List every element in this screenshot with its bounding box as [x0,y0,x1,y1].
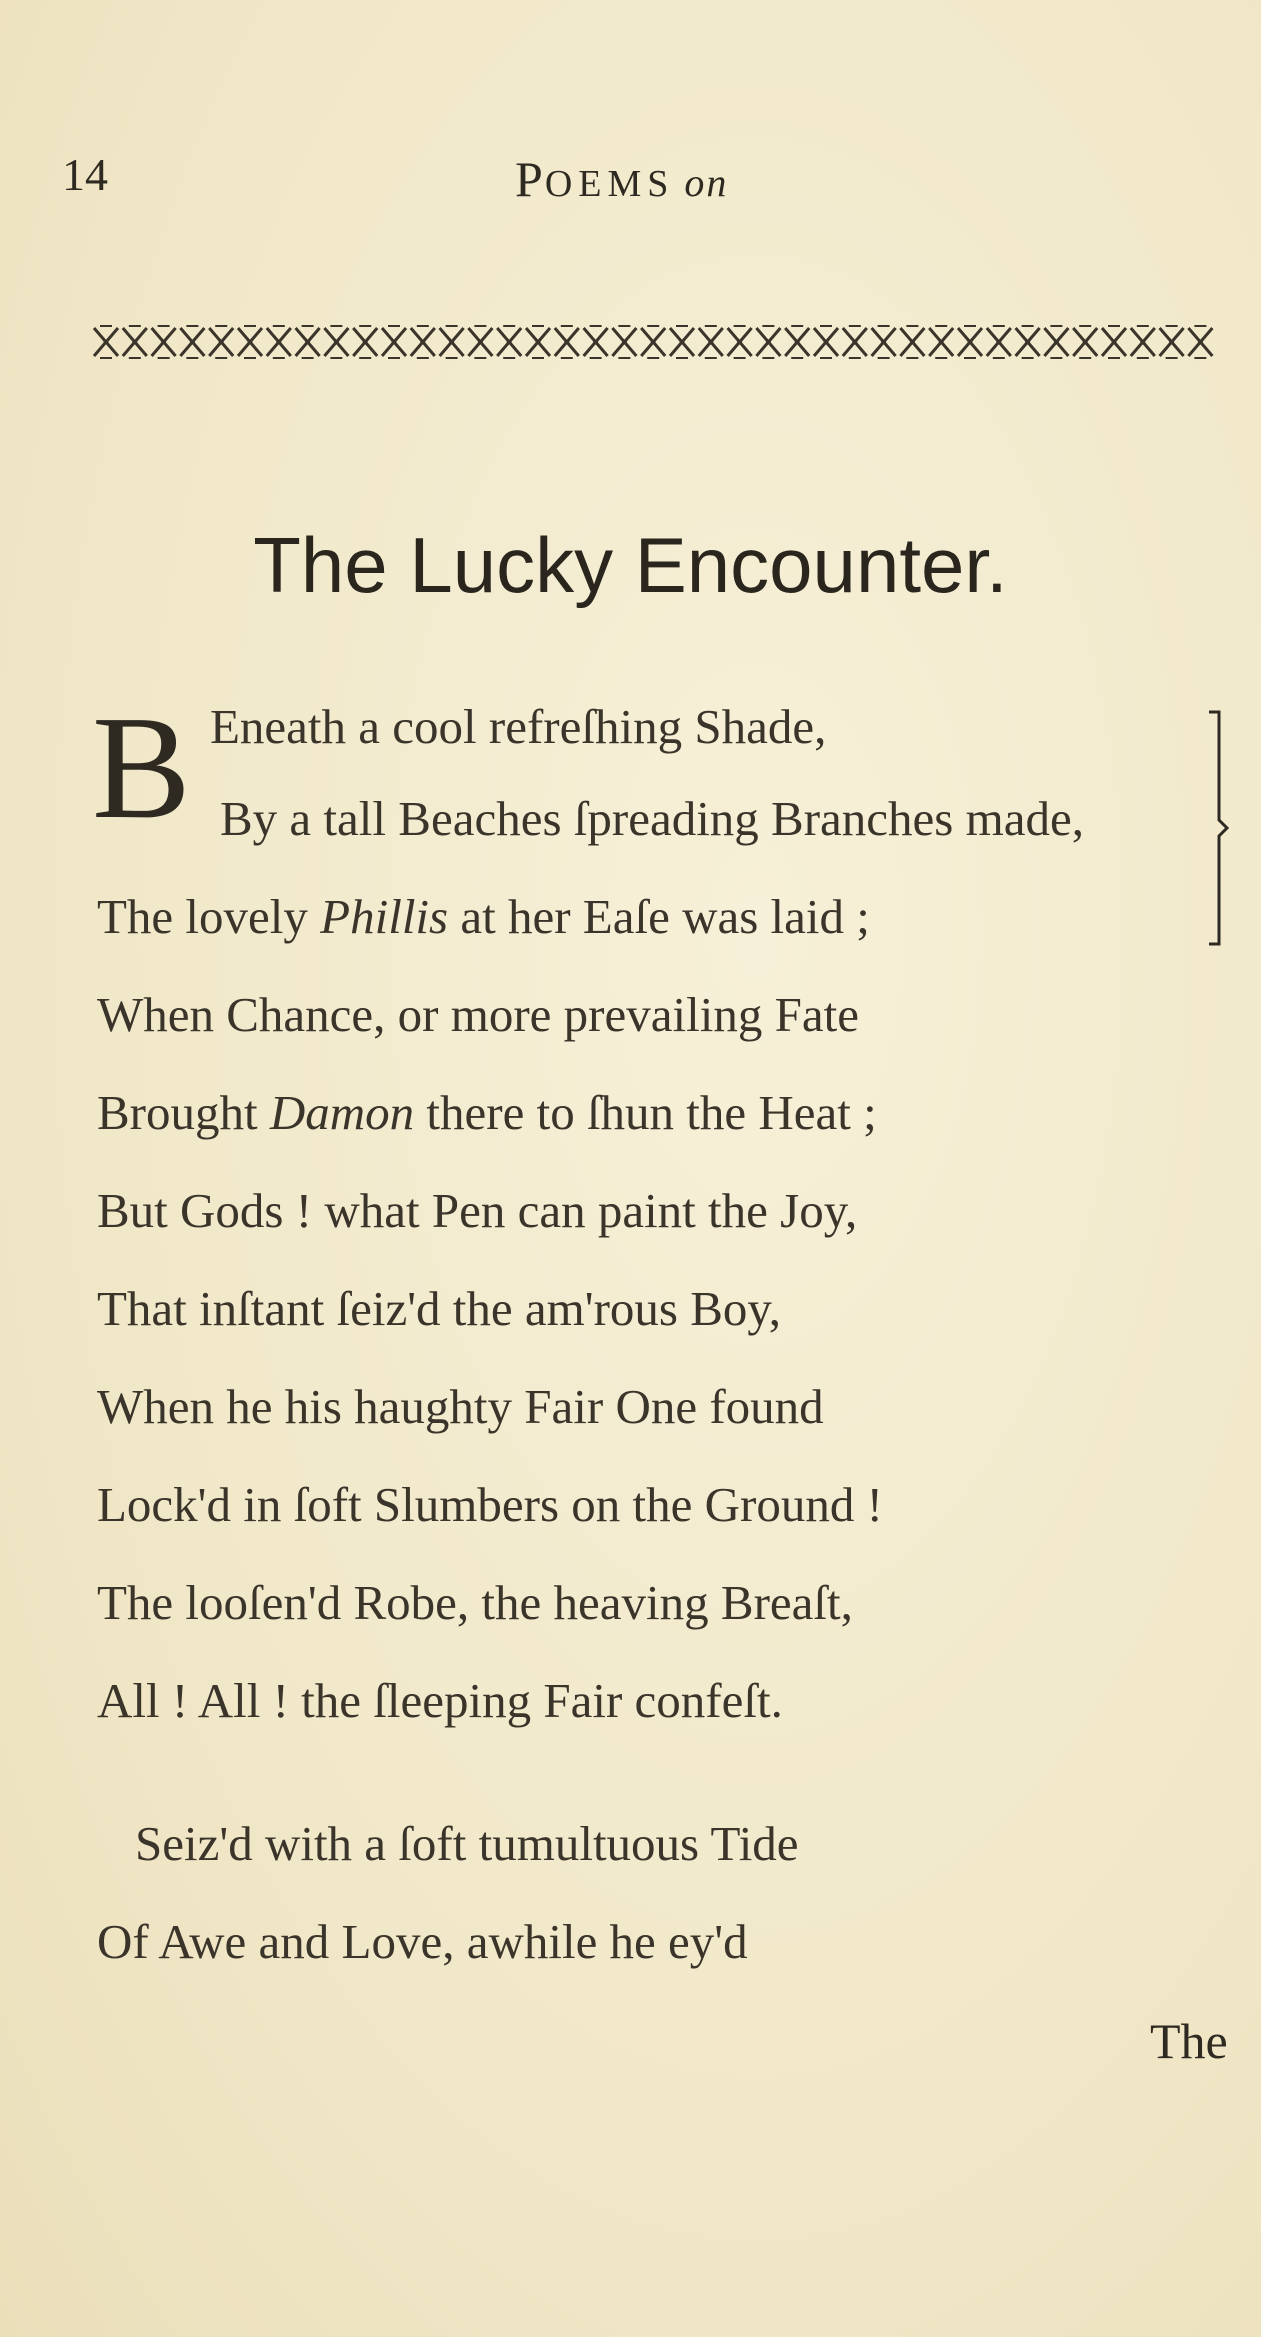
poem-line [97,1182,857,1239]
line-text: That inſtant ſeiz'd the am'rous Boy, [97,1281,781,1336]
poem-line [97,1378,824,1435]
character-name: Phillis [320,889,449,944]
triplet-brace [1207,708,1231,948]
line-text: By a tall Beaches ſpreading Branches made, [220,791,1084,846]
line-text: Lock'd in ſoft Slumbers on the Ground ! [97,1477,883,1532]
page-number: 14 [62,149,108,200]
line-text: Eneath a cool refreſhing Shade, [210,699,827,754]
running-head-initial: P [515,151,545,207]
poem-line [220,790,1084,847]
poem-title: The Lucky Encounter. [253,521,1008,609]
ornament-border [92,324,1217,360]
line-text: there to ſhun the Heat ; [414,1085,877,1140]
poem-line [97,1574,853,1631]
line-text: at her Eaſe was laid ; [448,889,870,944]
drop-cap: B [92,686,191,850]
catchword: The [1150,2013,1228,2069]
poem-line [97,1280,781,1337]
poem-line [97,1084,877,1141]
line-text: The looſen'd Robe, the heaving Breaſt, [97,1575,853,1630]
poem-line [210,698,826,755]
line-text: But Gods ! what Pen can paint the Joy, [97,1183,858,1238]
poem-line [135,1815,799,1872]
poem-line [97,888,870,945]
running-head [515,150,728,208]
line-text: All ! All ! the ſleeping Fair confeſt. [97,1673,783,1728]
poem-line [97,1476,883,1533]
line-text: Seiz'd with a ſoft tumultuous Tide [135,1816,799,1871]
character-name: Damon [269,1085,415,1140]
running-head-on: on [684,160,729,205]
poem-line [97,986,859,1043]
line-text: Brought [97,1085,270,1140]
poem-line [97,1672,783,1729]
line-text: Of Awe and Love, awhile he ey'd [97,1914,748,1969]
running-head-rest: OEMS [544,163,675,205]
line-text: When Chance, or more prevailing Fate [97,987,859,1042]
line-text: When he his haughty Fair One found [97,1379,824,1434]
poem-line [97,1913,748,1970]
line-text: The lovely [97,889,321,944]
